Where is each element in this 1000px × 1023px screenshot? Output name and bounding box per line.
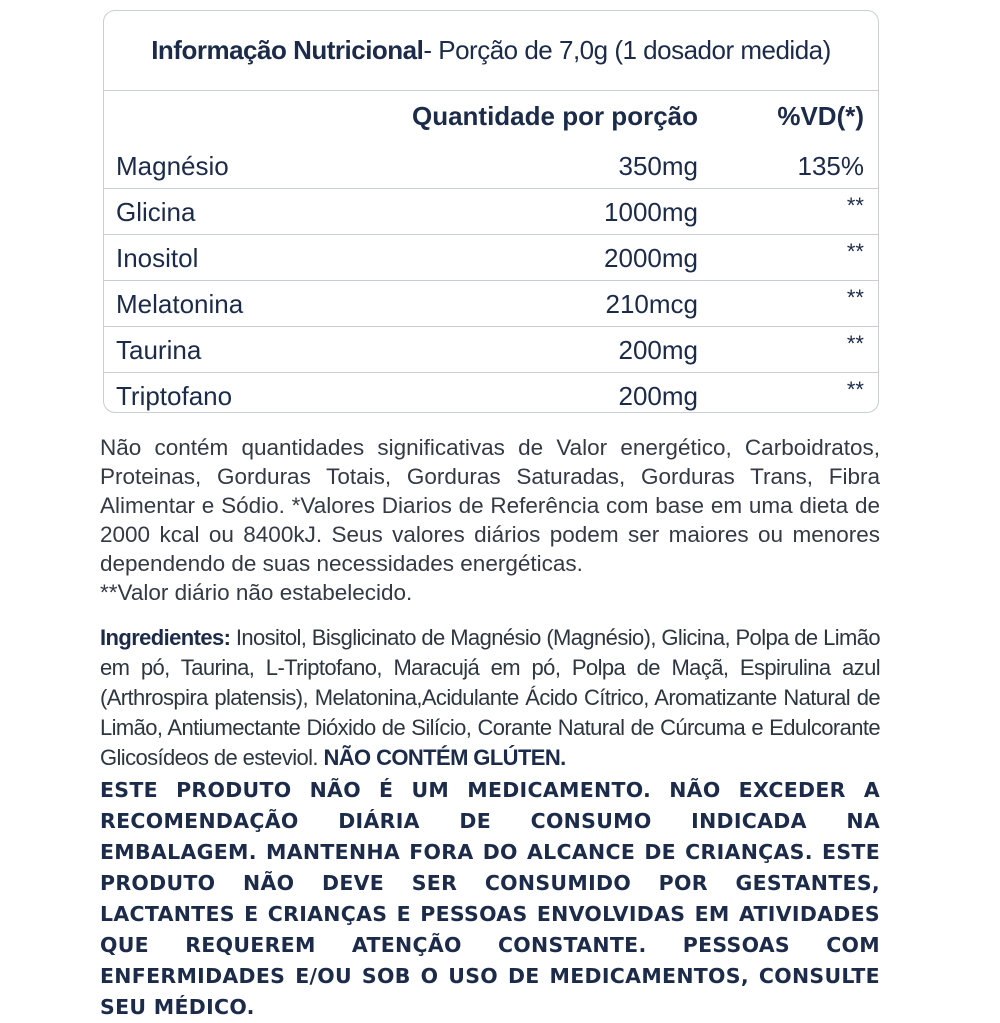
nutrient-amount: 210mcg (605, 289, 698, 319)
table-row (104, 189, 878, 235)
nutrient-daily-value: 135% (797, 151, 864, 181)
nutrient-amount: 200mg (618, 335, 698, 365)
nutrient-daily-value: ** (846, 331, 864, 356)
ingredients (100, 623, 880, 773)
nutrient-daily-value: ** (846, 193, 864, 218)
nutrient-amount: 1000mg (604, 197, 698, 227)
table-row (104, 143, 878, 189)
title-bold: Informação Nutricional (151, 35, 424, 65)
nutrient-name: Inositol (116, 243, 199, 273)
gluten-free-notice: NÃO CONTÉM GLÚTEN. (323, 745, 566, 770)
nutrient-amount: 350mg (618, 151, 698, 181)
notes-text: Não contém quantidades significativas de Valor energético, Carboidratos, Proteinas, Gorduras Totais, Gorduras Saturadas, Gorduras Trans, Fibra Alimentar e Sódio. *Valores Diarios de Referência com base em uma dieta de 2000 kcal ou 8400kJ. Seus valores diários podem ser maiores ou menores dependendo de suas necessidades energéticas. (100, 435, 880, 576)
nutrition-table (103, 10, 879, 413)
table-row (104, 373, 878, 419)
nutrition-table-title (104, 11, 878, 91)
table-row (104, 281, 878, 327)
nutrient-amount: 200mg (618, 381, 698, 411)
nutrient-name: Melatonina (116, 289, 244, 319)
table-row (104, 327, 878, 373)
nutrient-name: Taurina (116, 335, 202, 365)
nutrient-amount: 2000mg (604, 243, 698, 273)
title-serving: - Porção de 7,0g (1 dosador medida) (423, 35, 831, 65)
nutrient-name: Triptofano (116, 381, 233, 411)
notes-footnote: **Valor diário não estabelecido. (100, 580, 413, 605)
header-quantity: Quantidade por porção (411, 101, 698, 131)
ingredients-text: Inositol, Bisglicinato de Magnésio (Magnésio), Glicina, Polpa de Limão em pó, Taurina, L-Triptofano, Maracujá em pó, Polpa de Maçã, Espirulina azul (Arthrospira platensis), Melatonina,Acidulante Ácido Cítrico, Aromatizante Natural de Limão, Antiumectante Dióxido de Silício, Corante Natural de Cúrcuma e Edulcorante Glicosídeos de esteviol. (100, 625, 880, 770)
ingredients-label: Ingredientes: (100, 625, 231, 650)
nutrient-name: Magnésio (116, 151, 229, 181)
header-daily-value: %VD(*) (777, 101, 864, 131)
table-header (104, 91, 878, 139)
nutrient-daily-value: ** (846, 239, 864, 264)
nutrient-name: Glicina (116, 197, 196, 227)
nutrient-daily-value: ** (846, 377, 864, 402)
nutrition-notes (100, 433, 880, 607)
table-row (104, 235, 878, 281)
warning-text: ESTE PRODUTO NÃO É UM MEDICAMENTO. NÃO EXCEDER A RECOMENDAÇÃO DIÁRIA DE CONSUMO INDICADA NA EMBALAGEM. MANTENHA FORA DO ALCANCE DE CRIANÇAS. ESTE PRODUTO NÃO DEVE SER CONSUMIDO POR GESTANTES, LACTANTES E CRIANÇAS E PESSOAS ENVOLVIDAS EM ATIVIDADES QUE REQUEREM ATENÇÃO CONSTANTE. PESSOAS COM ENFERMIDADES E/OU SOB O USO DE MEDICAMENTOS, CONSULTE SEU MÉDICO. (100, 778, 880, 1019)
nutrient-daily-value: ** (846, 285, 864, 310)
table-rows (104, 143, 878, 419)
